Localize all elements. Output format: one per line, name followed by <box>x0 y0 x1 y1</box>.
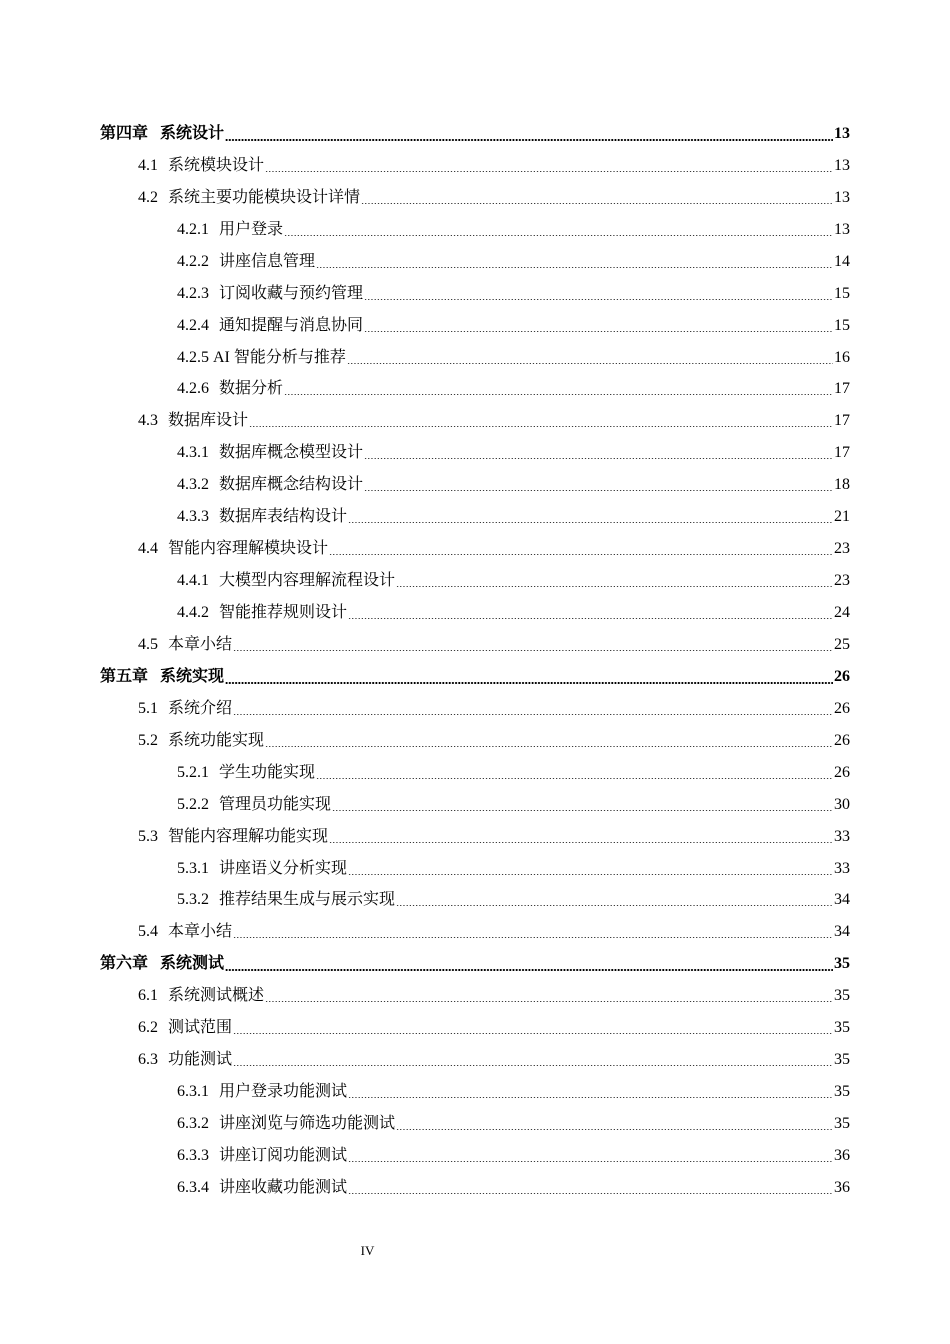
toc-entry-page-number: 24 <box>834 604 850 622</box>
toc-dot-leader <box>265 731 833 751</box>
toc-entry-page-number: 35 <box>834 1019 850 1037</box>
toc-entry-label <box>138 699 232 719</box>
toc-entry-number: 4.4.2 <box>177 604 209 622</box>
toc-subsection-entry[interactable] <box>0 310 950 342</box>
toc-entry-title: 数据库概念模型设计 <box>219 444 364 462</box>
toc-entry-title: 讲座订阅功能测试 <box>219 1146 348 1164</box>
toc-section-entry[interactable] <box>0 182 950 214</box>
toc-entry-label <box>177 859 347 879</box>
toc-entry-page-number: 15 <box>834 316 850 334</box>
toc-entry-number: 4.2.5 <box>177 348 209 366</box>
toc-entry-label <box>177 252 315 272</box>
toc-entry-title: 智能内容理解功能实现 <box>168 827 329 845</box>
toc-entry-label <box>138 188 360 208</box>
toc-entry-title: 数据库表结构设计 <box>219 508 348 526</box>
toc-subsection-entry[interactable] <box>0 853 950 885</box>
toc-entry-number: 第四章 <box>100 124 149 142</box>
toc-entry-title: AI 智能分析与推荐 <box>213 348 346 366</box>
toc-entry-title: 系统功能实现 <box>168 731 265 749</box>
toc-section-entry[interactable] <box>0 1012 950 1044</box>
toc-entry-label <box>138 922 232 942</box>
toc-entry-number: 5.3.2 <box>177 891 209 909</box>
toc-entry-page-number: 26 <box>834 699 850 717</box>
toc-entry-page-number: 25 <box>834 635 850 653</box>
toc-entry-label <box>138 1018 232 1038</box>
toc-entry-number: 4.3 <box>138 412 158 430</box>
toc-entry-number: 4.3.1 <box>177 444 209 462</box>
toc-entry-number: 4.2.4 <box>177 316 209 334</box>
toc-entry-label <box>100 954 224 974</box>
toc-dot-leader <box>316 252 833 272</box>
toc-entry-title: 本章小结 <box>168 635 233 653</box>
toc-entry-label <box>177 475 363 495</box>
toc-entry-page-number: 13 <box>834 188 850 206</box>
toc-entry-label <box>177 507 347 527</box>
toc-entry-number: 6.3.4 <box>177 1178 209 1196</box>
toc-section-entry[interactable] <box>0 533 950 565</box>
toc-entry-number: 5.3.1 <box>177 859 209 877</box>
toc-entry-title: 本章小结 <box>168 923 233 941</box>
toc-entry-page-number: 13 <box>834 124 850 142</box>
toc-section-entry[interactable] <box>0 1044 950 1076</box>
toc-section-entry[interactable] <box>0 916 950 948</box>
toc-subsection-entry[interactable] <box>0 246 950 278</box>
toc-entry-page-number: 36 <box>834 1178 850 1196</box>
toc-section-entry[interactable] <box>0 405 950 437</box>
toc-entry-label <box>177 603 347 623</box>
toc-subsection-entry[interactable] <box>0 789 950 821</box>
toc-entry-number: 5.2 <box>138 731 158 749</box>
toc-section-entry[interactable] <box>0 980 950 1012</box>
toc-entry-page-number: 36 <box>834 1146 850 1164</box>
toc-dot-leader <box>364 443 833 463</box>
toc-entry-number: 5.3 <box>138 827 158 845</box>
toc-dot-leader <box>233 922 833 942</box>
toc-entry-page-number: 35 <box>834 1083 850 1101</box>
toc-dot-leader <box>364 284 833 304</box>
toc-entry-number: 4.3.2 <box>177 476 209 494</box>
toc-dot-leader <box>329 539 833 559</box>
toc-chapter-entry[interactable] <box>0 661 950 693</box>
toc-entry-label <box>177 795 331 815</box>
toc-entry-number: 第六章 <box>100 955 149 973</box>
toc-entry-number: 4.5 <box>138 635 158 653</box>
toc-subsection-entry[interactable] <box>0 342 950 374</box>
toc-subsection-entry[interactable] <box>0 1140 950 1172</box>
toc-entry-title: 管理员功能实现 <box>219 795 332 813</box>
toc-entry-title: 智能内容理解模块设计 <box>168 540 329 558</box>
toc-entry-label <box>177 763 315 783</box>
toc-entry-page-number: 33 <box>834 859 850 877</box>
toc-entry-label <box>177 284 363 304</box>
toc-entry-page-number: 26 <box>834 667 850 685</box>
toc-entry-number: 6.3 <box>138 1051 158 1069</box>
toc-entry-label <box>138 539 328 559</box>
toc-entry-page-number: 35 <box>834 955 850 973</box>
toc-dot-leader <box>329 827 833 847</box>
toc-section-entry[interactable] <box>0 629 950 661</box>
toc-entry-number: 5.2.1 <box>177 763 209 781</box>
toc-dot-leader <box>348 1146 833 1166</box>
toc-entry-page-number: 35 <box>834 987 850 1005</box>
toc-dot-leader <box>233 699 833 719</box>
toc-entry-label <box>177 220 283 240</box>
toc-entry-label <box>177 1082 347 1102</box>
toc-dot-leader <box>225 954 833 974</box>
toc-dot-leader <box>233 1050 833 1070</box>
toc-entry-title: 学生功能实现 <box>219 763 316 781</box>
toc-subsection-entry[interactable] <box>0 374 950 406</box>
toc-entry-title: 数据库设计 <box>168 412 249 430</box>
toc-entry-page-number: 15 <box>834 284 850 302</box>
toc-entry-title: 系统测试概述 <box>168 987 265 1005</box>
toc-entry-title: 系统实现 <box>160 667 225 685</box>
toc-entry-number: 第五章 <box>100 667 149 685</box>
toc-dot-leader <box>364 475 833 495</box>
toc-subsection-entry[interactable] <box>0 565 950 597</box>
toc-entry-number: 5.1 <box>138 699 158 717</box>
toc-dot-leader <box>361 188 833 208</box>
toc-subsection-entry[interactable] <box>0 469 950 501</box>
toc-dot-leader <box>396 890 833 910</box>
toc-entry-number: 4.2.2 <box>177 252 209 270</box>
toc-entry-page-number: 21 <box>834 508 850 526</box>
toc-entry-page-number: 13 <box>834 156 850 174</box>
toc-entry-page-number: 30 <box>834 795 850 813</box>
toc-entry-label <box>177 571 395 591</box>
toc-entry-title: 用户登录功能测试 <box>219 1083 348 1101</box>
table-of-contents <box>0 118 950 1204</box>
toc-subsection-entry[interactable] <box>0 1108 950 1140</box>
toc-entry-label <box>177 316 363 336</box>
toc-entry-label <box>138 635 232 655</box>
toc-dot-leader <box>396 571 833 591</box>
toc-subsection-entry[interactable] <box>0 597 950 629</box>
toc-entry-label <box>138 986 264 1006</box>
toc-entry-page-number: 33 <box>834 827 850 845</box>
toc-dot-leader <box>396 1114 833 1134</box>
toc-entry-title: 订阅收藏与预约管理 <box>219 284 364 302</box>
toc-entry-number: 5.2.2 <box>177 795 209 813</box>
toc-entry-title: 系统设计 <box>160 124 225 142</box>
toc-entry-page-number: 34 <box>834 891 850 909</box>
toc-entry-label <box>177 1114 395 1134</box>
toc-entry-label <box>177 379 283 399</box>
toc-entry-label <box>177 1146 347 1166</box>
toc-section-entry[interactable] <box>0 150 950 182</box>
toc-section-entry[interactable] <box>0 693 950 725</box>
toc-entry-title: 功能测试 <box>168 1051 233 1069</box>
toc-entry-title: 用户登录 <box>219 220 284 238</box>
toc-section-entry[interactable] <box>0 821 950 853</box>
toc-entry-title: 数据分析 <box>219 380 284 398</box>
toc-entry-title: 智能推荐规则设计 <box>219 604 348 622</box>
toc-entry-title: 通知提醒与消息协同 <box>219 316 364 334</box>
toc-section-entry[interactable] <box>0 725 950 757</box>
toc-entry-number: 4.2 <box>138 188 158 206</box>
toc-entry-title: 数据库概念结构设计 <box>219 476 364 494</box>
toc-entry-page-number: 26 <box>834 763 850 781</box>
toc-dot-leader <box>284 379 833 399</box>
toc-entry-title: 系统介绍 <box>168 699 233 717</box>
toc-entry-number: 4.4.1 <box>177 572 209 590</box>
toc-dot-leader <box>348 859 833 879</box>
toc-subsection-entry[interactable] <box>0 278 950 310</box>
toc-entry-number: 4.1 <box>138 156 158 174</box>
toc-dot-leader <box>225 667 833 687</box>
toc-subsection-entry[interactable] <box>0 1076 950 1108</box>
toc-entry-label <box>138 827 328 847</box>
toc-entry-page-number: 34 <box>834 923 850 941</box>
toc-dot-leader <box>347 348 833 368</box>
toc-entry-number: 6.3.1 <box>177 1083 209 1101</box>
toc-entry-title: 讲座浏览与筛选功能测试 <box>219 1115 396 1133</box>
toc-chapter-entry[interactable] <box>0 948 950 980</box>
toc-entry-label <box>138 411 248 431</box>
toc-entry-title: 推荐结果生成与展示实现 <box>219 891 396 909</box>
toc-entry-label <box>138 156 264 176</box>
toc-dot-leader <box>233 635 833 655</box>
toc-entry-number: 4.2.3 <box>177 284 209 302</box>
toc-entry-number: 6.2 <box>138 1019 158 1037</box>
toc-subsection-entry[interactable] <box>0 501 950 533</box>
toc-entry-page-number: 17 <box>834 380 850 398</box>
toc-entry-label <box>138 1050 232 1070</box>
toc-dot-leader <box>249 411 833 431</box>
toc-entry-label <box>138 731 264 751</box>
toc-entry-number: 5.4 <box>138 923 158 941</box>
toc-entry-title: 系统测试 <box>160 955 225 973</box>
toc-dot-leader <box>348 1178 833 1198</box>
toc-subsection-entry[interactable] <box>0 885 950 917</box>
toc-entry-label <box>100 124 224 144</box>
toc-entry-page-number: 35 <box>834 1051 850 1069</box>
toc-entry-page-number: 23 <box>834 572 850 590</box>
toc-entry-label <box>100 667 224 687</box>
toc-entry-label <box>177 348 346 368</box>
toc-dot-leader <box>265 156 833 176</box>
toc-entry-label <box>177 1178 347 1198</box>
toc-entry-title: 大模型内容理解流程设计 <box>219 572 396 590</box>
page-number: IV <box>360 1243 375 1258</box>
toc-subsection-entry[interactable] <box>0 1172 950 1204</box>
toc-dot-leader <box>332 795 833 815</box>
toc-dot-leader <box>348 1082 833 1102</box>
toc-entry-number: 4.3.3 <box>177 508 209 526</box>
toc-entry-number: 4.4 <box>138 540 158 558</box>
toc-entry-number: 6.3.2 <box>177 1115 209 1133</box>
toc-subsection-entry[interactable] <box>0 214 950 246</box>
toc-subsection-entry[interactable] <box>0 757 950 789</box>
toc-dot-leader <box>233 1018 833 1038</box>
toc-dot-leader <box>225 124 833 144</box>
toc-dot-leader <box>348 603 833 623</box>
toc-entry-page-number: 17 <box>834 412 850 430</box>
toc-chapter-entry[interactable] <box>0 118 950 150</box>
toc-entry-page-number: 17 <box>834 444 850 462</box>
toc-dot-leader <box>265 986 833 1006</box>
toc-entry-number: 4.2.6 <box>177 380 209 398</box>
toc-entry-page-number: 23 <box>834 540 850 558</box>
toc-entry-page-number: 16 <box>834 348 850 366</box>
toc-entry-number: 6.1 <box>138 987 158 1005</box>
toc-entry-title: 讲座收藏功能测试 <box>219 1178 348 1196</box>
toc-entry-title: 测试范围 <box>168 1019 233 1037</box>
toc-entry-title: 讲座语义分析实现 <box>219 859 348 877</box>
toc-dot-leader <box>364 316 833 336</box>
toc-entry-label <box>177 890 395 910</box>
toc-entry-number: 4.2.1 <box>177 220 209 238</box>
toc-entry-label <box>177 443 363 463</box>
toc-entry-page-number: 35 <box>834 1115 850 1133</box>
toc-entry-title: 讲座信息管理 <box>219 252 316 270</box>
toc-entry-page-number: 14 <box>834 252 850 270</box>
toc-entry-page-number: 26 <box>834 731 850 749</box>
toc-dot-leader <box>316 763 833 783</box>
toc-entry-title: 系统模块设计 <box>168 156 265 174</box>
toc-dot-leader <box>348 507 833 527</box>
toc-entry-number: 6.3.3 <box>177 1146 209 1164</box>
toc-dot-leader <box>284 220 833 240</box>
toc-entry-title: 系统主要功能模块设计详情 <box>168 188 361 206</box>
toc-subsection-entry[interactable] <box>0 437 950 469</box>
toc-entry-page-number: 13 <box>834 220 850 238</box>
toc-entry-page-number: 18 <box>834 476 850 494</box>
